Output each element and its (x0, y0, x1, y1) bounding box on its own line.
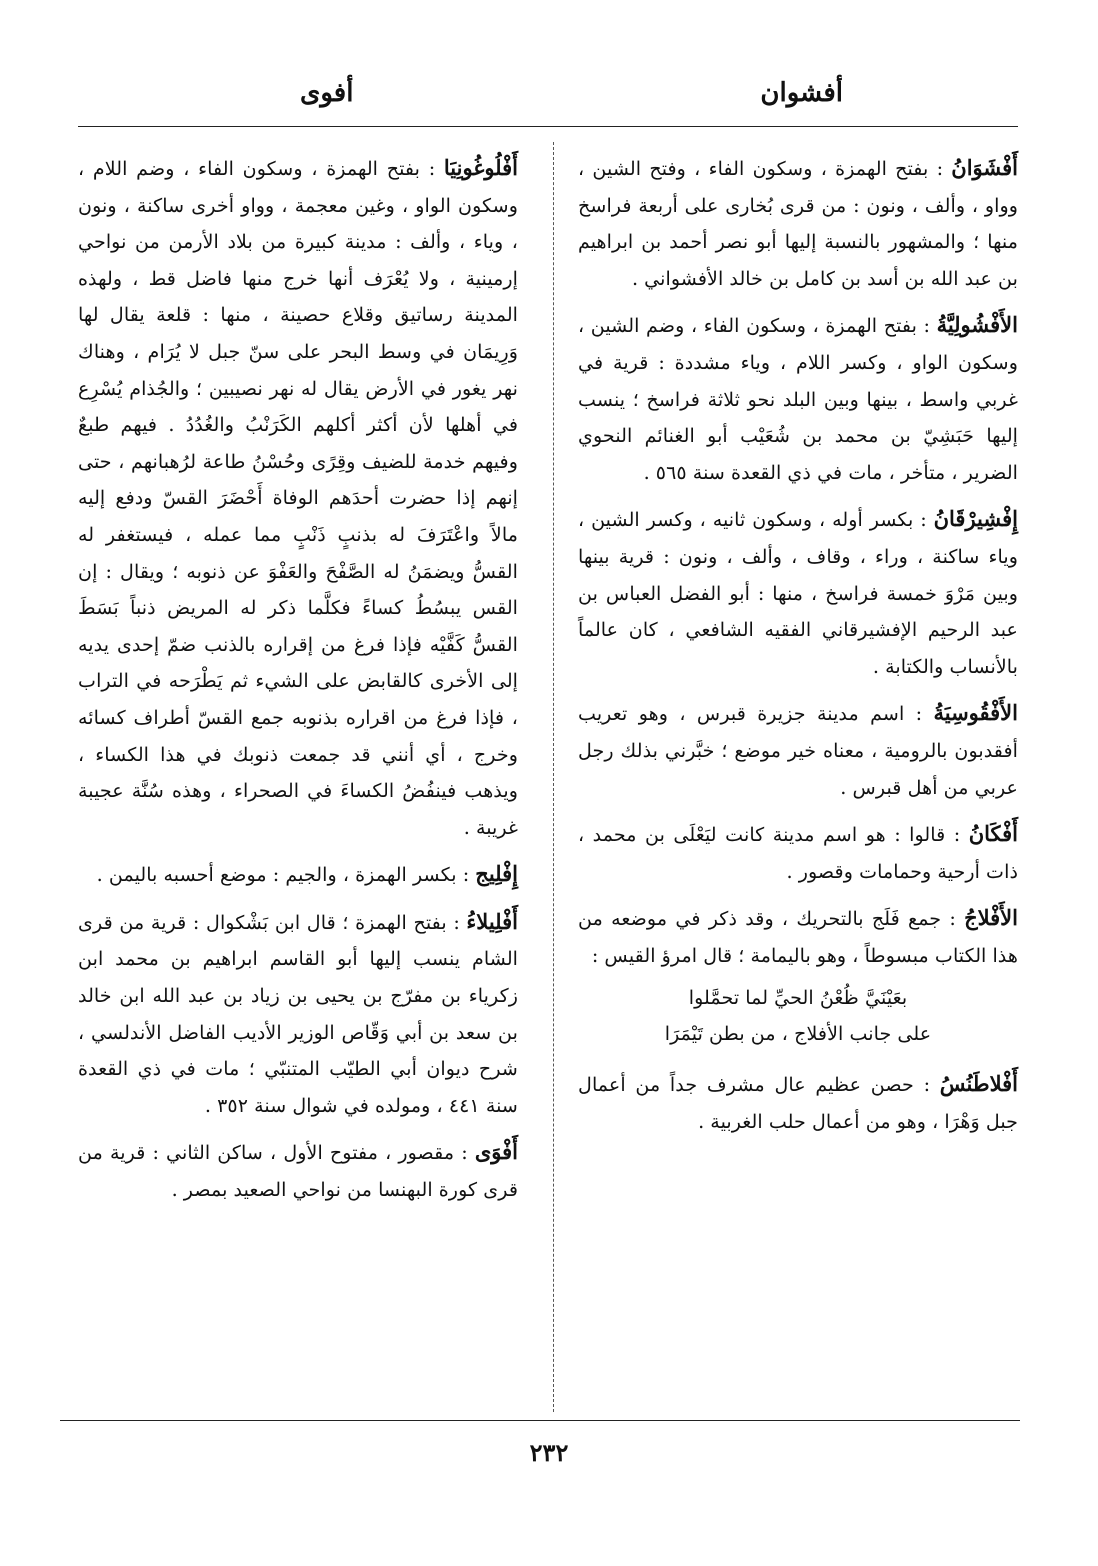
entry-afkan (578, 816, 1018, 890)
entry-text: : اسم مدينة جزيرة قبرس ، وهو تعريب أفقدبون بالرومية ، معناه خير موضع ؛ خبَّرني بذلك رجل عربي من أهل قبرس . (578, 702, 1018, 799)
entry-iflij (78, 856, 518, 894)
entry-text: : بفتح الهمزة ؛ قال ابن بَشْكوال : قرية من قرى الشام ينسب إليها أبو القاسم ابراهيم بن محمد ابن زكرياء بن مفرّج بن يحيى بن زياد بن عبد الله ابن خالد بن سعد بن أبي وَقّاص الوزير الأديب الفاضل الأندلسي ، شرح ديوان أبي الطيّب المتنبّي ؛ مات في ذي القعدة سنة ٤٤١ ، ومولده في شوال سنة ٣٥٢ . (78, 910, 518, 1117)
entry-aflaj (578, 900, 1018, 974)
entry-afshawan (578, 150, 1018, 297)
page-number: ٢٣٢ (529, 1438, 569, 1467)
left-column (78, 150, 518, 1219)
entry-text: : جمع فَلَج بالتحريك ، وقد ذكر في موضعه من هذا الكتاب مبسوطاً ، وهو باليمامة ؛ قال امرؤ القيس : (578, 907, 1018, 967)
entry-text: : بكسر الهمزة ، والجيم : موضع أحسبه باليمن . (96, 863, 476, 887)
entry-text: : بكسر أوله ، وسكون ثانيه ، وكسر الشين ، وياء ساكنة ، وراء ، وقاف ، وألف ، ونون : قرية بينها وبين مَرْوَ خمسة فراسخ ، منها : أبو الفضل العباس بن عبد الرحيم الإفشيرقاني الفقيه الشافعي ، كان عالماً بالأنساب والكتابة . (578, 508, 1018, 678)
entry-aflatanus (578, 1066, 1018, 1140)
page-header (0, 78, 1098, 118)
entry-headword: أَفْلُوغُونِيَا (443, 155, 518, 180)
entry-afqusiya (578, 695, 1018, 806)
entry-text: : بفتح الهمزة ، وسكون الفاء ، وضم الشين ، وسكون الواو ، وكسر اللام ، وياء مشددة : قرية في غربي واسط ، بينها وبين البلد نحو ثلاثة فراسخ ؛ ينسب إليها حَبَشِيّ بن محمد بن شُعَيْب أبو الغنائم النحوي الضرير ، متأخر ، مات في ذي القعدة سنة ٥٦٥ . (578, 314, 1018, 484)
entry-afwa (78, 1134, 518, 1208)
poem-verse (578, 980, 1018, 1052)
entry-headword: إِفْشِيرْقَانُ (933, 506, 1018, 532)
header-rule (78, 126, 1018, 127)
entry-aflila (78, 904, 518, 1125)
entry-headword: أَفْكَانُ (968, 821, 1018, 847)
entry-headword: إِفْلِيج (475, 861, 518, 887)
column-divider (553, 142, 554, 1412)
entry-text: : بفتح الهمزة ، وسكون الفاء ، وضم اللام ، وسكون الواو ، وغين معجمة ، وواو أخرى ساكنة ، ونون ، وياء ، وألف : مدينة كبيرة من بلاد الأرمن من نواحي إرمينية ، ولا يُعْرَف أنها خرج منها فاضل قط ، ولهذه المدينة رساتيق وقلاع حصينة ، منها : قلعة يقال لها وَرِيمَان في وسط البحر على سنّ جبل لا يُرَام ، وهناك نهر يغور في الأرض يقال له نهر نصيبين ؛ والجُذام يُسْرِع في أهلها لأن أكثر أكلهم الكَرَنْبُ والغُدُدُ . فيهم طبعٌ وفيهم خدمة للضيف وقِرًى وحُسْنُ طاعة لرُهبانهم ، حتى إنهم إذا حضرت أحدَهم الوفاة أَحْضَرَ القسّ ودفع إليه مالاً واعْتَرَفَ له بذنبٍ ذَنْبٍ مما عمله ، فيستغفر له القسُّ ويضمَنُ له الصَّفْحَ والعَفْوَ عن ذنوبه ؛ ويقال : إن القس يبسُطُ كساءً فكلَّما ذكر له المريض ذنباً بَسَطَ القسُّ كَفَّيْه فإذا فرغ من إقراره بالذنب ضمّ إحدى يديه إلى الأخرى كالقابض على الشيء ثم يَطْرَحه في التراب ، فإذا فرغ من اقراره بذنوبه جمع القسّ أطراف كسائه وخرج ، أي أنني قد جمعت ذنوبك في هذا الكساء ، ويذهب فينفُضُ الكساءَ في الصحراء ، وهذه سُنَّة عجيبة غريبة . (78, 157, 518, 839)
entry-headword: أَفْلِيلاءُ (466, 908, 518, 934)
entry-headword: الأَفْقُوسِيَةُ (933, 700, 1018, 726)
entry-headword: أَفْوَى (474, 1139, 518, 1165)
entry-headword: الأَفْلاجُ (964, 905, 1018, 931)
verse-line: بعَيْنَيَّ ظُعْنُ الحيِّ لما تحمَّلوا (688, 986, 908, 1010)
running-head-right: أفشوان (760, 78, 843, 108)
entry-text: : بفتح الهمزة ، وسكون الفاء ، وفتح الشين ، وواو ، وألف ، ونون : من قرى بُخارى على أربعة فراسخ منها ؛ والمشهور بالنسبة إليها أبو نصر أحمد بن ابراهيم بن عبد الله بن أسد بن كامل بن خالد الأفشواني . (578, 157, 1018, 290)
right-column (578, 150, 1018, 1151)
entry-ifshirqan (578, 501, 1018, 685)
running-head-left: أفوى (300, 78, 354, 108)
verse-line: على جانب الأفلاج ، من بطن تَيْمَرَا (664, 1022, 932, 1046)
entry-headword: أَفْشَوَانُ (951, 155, 1018, 180)
entry-aflughuniya (78, 150, 518, 846)
entry-text: : مقصور ، مفتوح الأول ، ساكن الثاني : قرية من قرى كورة البهنسا من نواحي الصعيد بمصر . (78, 1141, 518, 1202)
entry-headword: أَفْلاطَنُسُ (939, 1071, 1018, 1097)
entry-afshuliyya (578, 307, 1018, 491)
entry-text: : قالوا : هو اسم مدينة كانت ليَعْلَى بن محمد ، ذات أرحية وحمامات وقصور . (578, 823, 1018, 883)
entry-headword: الأَفْشُولِيَّةُ (936, 312, 1018, 338)
footer-rule (60, 1420, 1020, 1421)
entry-text: : حصن عظيم عال مشرف جداً من أعمال جبل وَهْرَا ، وهو من أعمال حلب الغربية . (578, 1073, 1018, 1134)
